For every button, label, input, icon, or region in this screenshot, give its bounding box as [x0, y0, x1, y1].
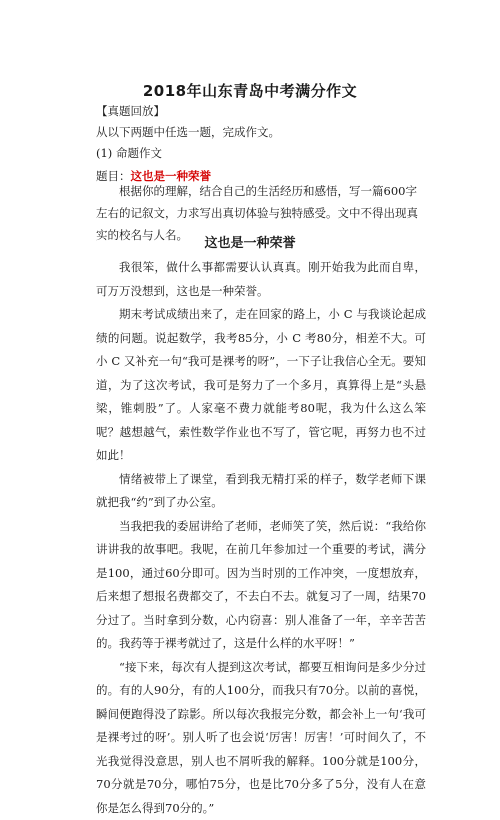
option-label: (1) 命题作文: [96, 146, 416, 160]
essay-paragraph: “接下来，每次有人提到这次考试，都要互相询问是多少分过的。有的人90分，有的人100分，而我只有70分。以前的喜悦，瞬间便跑得没了踪影。所以每次我报完分数，都会补上一句‘我可是裸考过的呀’。别人听了也会说‘厉害！厉害！’可时间久了，不光我觉得没意思，别人也不屑听我的解释。100分就是100分，70分就是70分，哪怕75分，也是比70分多了5分，没有人在意你是怎么得到70分的。”: [96, 656, 426, 820]
essay-body: [96, 256, 426, 820]
topic-prefix: 题目：: [96, 169, 131, 183]
essay-paragraph: 情绪被带上了课堂，看到我无精打采的样子，数学老师下课就把我“约”到了办公室。: [96, 468, 426, 515]
essay-paragraph: 我很笨，做什么事都需要认认真真。刚开始我为此而自卑，可万万没想到，这也是一种荣誉。: [96, 256, 426, 303]
section-label: 【真题回放】: [96, 104, 416, 118]
document-title: 2018年山东青岛中考满分作文: [0, 80, 500, 101]
topic-title: 这也是一种荣誉: [131, 169, 212, 183]
essay-title: 这也是一种荣誉: [0, 232, 500, 251]
requirements-text: 根据你的理解，结合自己的生活经历和感悟，写一篇600字左右的记叙文，力求写出真切体验与独特感受。文中不得出现真实的校名与人名。: [96, 180, 426, 246]
instruction-text: 从以下两题中任选一题，完成作文。: [96, 125, 416, 139]
essay-paragraph: 当我把我的委屈讲给了老师，老师笑了笑，然后说：“我给你讲讲我的故事吧。我呢，在前几年参加过一个重要的考试，满分是100，通过60分即可。因为当时別的工作冲突，一度想放弃，后来想了想报名费都交了，不去白不去。就复习了一周，结果70分过了。当时拿到分数，心内窃喜：别人准备了一年，辛辛苦苦的。我药等于裸考就过了，这是什么样的水平呀！”: [96, 515, 426, 656]
essay-paragraph: 期末考试成绩出来了，走在回家的路上，小 C 与我谈论起成绩的问题。说起数学，我考85分，小 C 考80分，相差不大。可小 C 又补充一句“我可是裸考的呀”，一下子让我信心全无。要知道，为了这次考试，我可是努力了一个多月，真算得上是“头悬梁，锥刺股”了。人家毫不费力就能考80呢，我为什么这么笨呢？越想越气，索性数学作业也不写了，管它呢，再努力也不过如此！: [96, 303, 426, 468]
